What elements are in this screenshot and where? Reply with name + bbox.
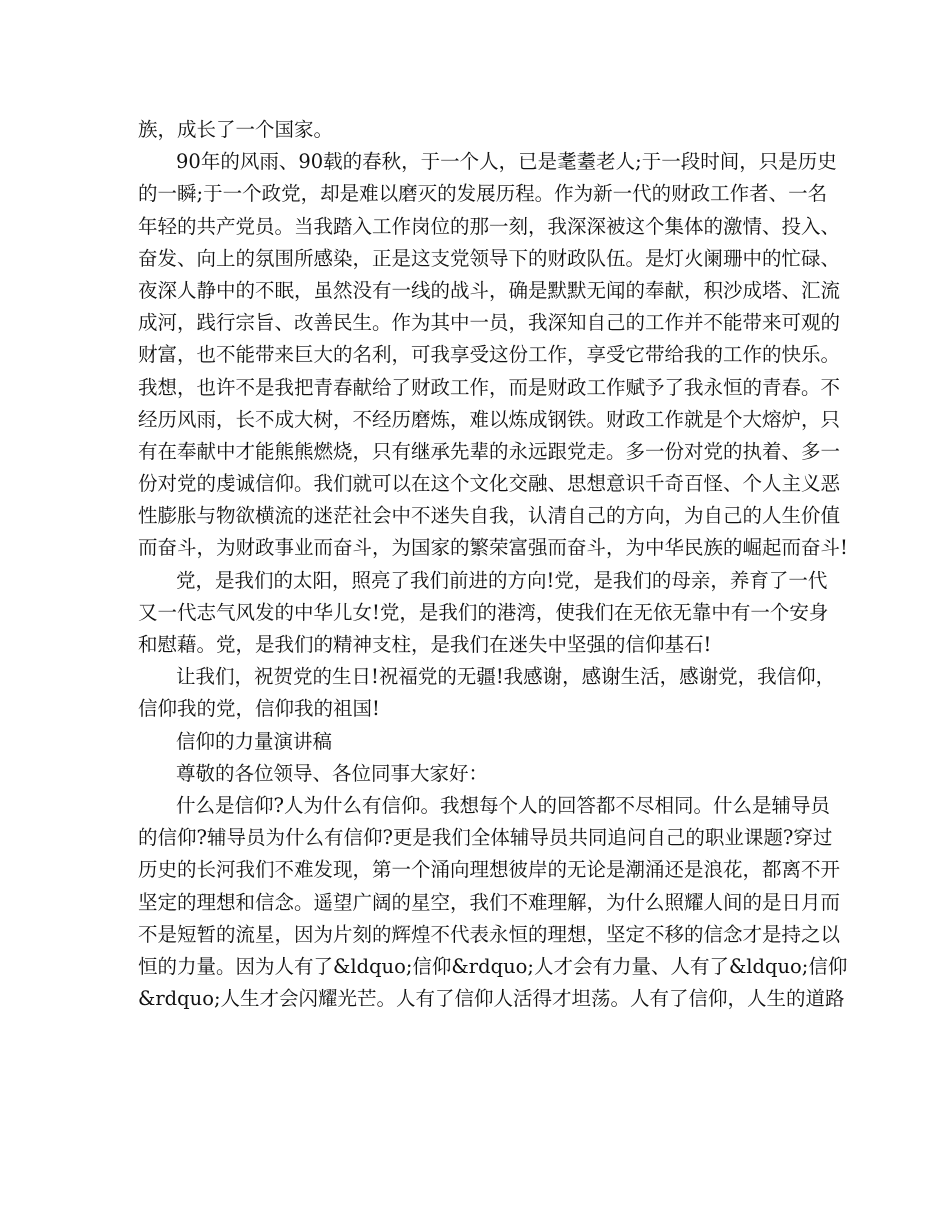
- text-line: 性膨胀与物欲横流的迷茫社会中不迷失自我，认清自己的方向，为自己的人生价值: [138, 504, 841, 528]
- speech-title: 信仰的力量演讲稿: [176, 729, 333, 753]
- text-line: 又一代志气风发的中华儿女!党，是我们的港湾，使我们在无依无靠中有一个安身: [138, 600, 829, 624]
- text-line: 恒的力量。因为人有了&ldquo;信仰&rdquo;人才会有力量、人有了&ldquo;信仰: [138, 954, 848, 978]
- text-line: 信仰我的党，信仰我的祖国!: [138, 697, 380, 721]
- text-line: 的信仰?辅导员为什么有信仰?更是我们全体辅导员共同追问自己的职业课题?穿过: [138, 826, 833, 850]
- text-line: 奋发、向上的氛围所感染，正是这支党领导下的财政队伍。是灯火阑珊中的忙碌、: [138, 246, 841, 270]
- text-line: 90年的风雨、90载的春秋，于一个人，已是耄耋老人;于一段时间，只是历史: [176, 150, 837, 174]
- text-line: 族，成长了一个国家。: [138, 118, 334, 141]
- text-line: 什么是信仰?人为什么有信仰。我想每个人的回答都不尽相同。什么是辅导员: [176, 793, 830, 817]
- text-line: 不是短暂的流星，因为片刻的辉煌不代表永恒的理想，坚定不移的信念才是持之以: [138, 922, 841, 946]
- text-line: 成河，践行宗旨、改善民生。作为其中一员，我深知自己的工作并不能带来可观的: [138, 311, 841, 335]
- text-line: 年轻的共产党员。当我踏入工作岗位的那一刻，我深深被这个集体的激情、投入、: [138, 214, 841, 238]
- text-line: &rdquo;人生才会闪耀光芒。人有了信仰人活得才坦荡。人有了信仰，人生的道路: [138, 987, 845, 1011]
- document-body: [138, 114, 848, 1015]
- text-line: 财富，也不能带来巨大的名利，可我享受这份工作，享受它带给我的工作的快乐。: [138, 343, 841, 367]
- text-line: 和慰藉。党，是我们的精神支柱，是我们在迷失中坚强的信仰基石!: [138, 633, 712, 656]
- text-line: 的一瞬;于一个政党，却是难以磨灭的发展历程。作为新一代的财政工作者、一名: [138, 182, 828, 206]
- text-line: 历史的长河我们不难发现，第一个涌向理想彼岸的无论是潮涌还是浪花，都离不开: [138, 858, 841, 882]
- text-line: 经历风雨，长不成大树，不经历磨炼，难以炼成钢铁。财政工作就是个大熔炉，只: [138, 407, 841, 431]
- text-line: 有在奉献中才能熊熊燃烧，只有继承先辈的永远跟党走。多一份对党的执着、多一: [138, 439, 841, 463]
- text-line: 夜深人静中的不眠，虽然没有一线的战斗，确是默默无闻的奉献，积沙成塔、汇流: [138, 278, 841, 302]
- text-line: 我想，也许不是我把青春献给了财政工作，而是财政工作赋予了我永恒的青春。不: [138, 375, 841, 399]
- text-line: 坚定的理想和信念。遥望广阔的星空，我们不难理解，为什么照耀人间的是日月而: [138, 890, 841, 914]
- text-line: 党，是我们的太阳，照亮了我们前进的方向!党，是我们的母亲，养育了一代: [176, 568, 828, 592]
- text-line: 而奋斗，为财政事业而奋斗，为国家的繁荣富强而奋斗，为中华民族的崛起而奋斗!: [138, 536, 848, 560]
- salutation: 尊敬的各位领导、各位同事大家好：: [176, 761, 489, 785]
- text-line: 份对党的虔诚信仰。我们就可以在这个文化交融、思想意识千奇百怪、个人主义恶: [138, 472, 841, 496]
- text-line: 让我们，祝贺党的生日!祝福党的无疆!我感谢，感谢生活，感谢党，我信仰，: [176, 665, 836, 689]
